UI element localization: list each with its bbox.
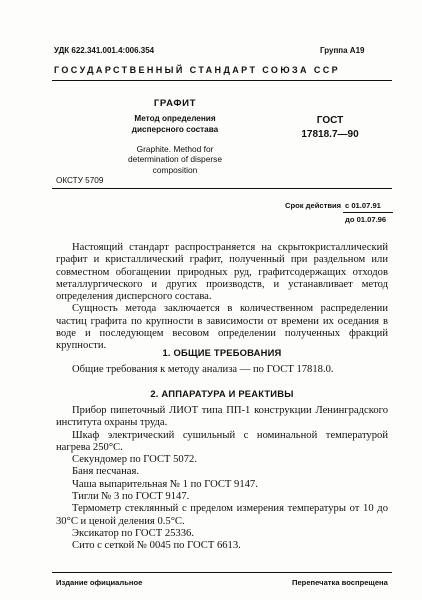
list-item: Баня песчаная. (72, 466, 140, 478)
validity-from: с 01.07.91 (345, 201, 381, 210)
list-item: Термометр стеклянный с пределом измерения температуры от 10 до 30°С и ценой деления 0.5°С. (56, 503, 388, 527)
list-item: Эксикатор по ГОСТ 25336. (72, 527, 194, 539)
equipment-list (56, 405, 388, 553)
english-title-line-2: determination of disperse (127, 154, 223, 165)
footer-reprint-notice: Перепечатка воспрещена (292, 578, 388, 587)
okstu-code: ОКСТУ 5709 (56, 176, 104, 185)
intro-paragraph-essence: Сущность метода заключается в количественном распределении частиц графита по крупности в зависимости от времени их оседания в воде и последующем весовом определении полученных фракций крупности. (56, 303, 388, 352)
header-rule (52, 80, 392, 81)
section-1-text (56, 364, 388, 376)
section-2-heading: 2. АППАРАТУРА И РЕАКТИВЫ (150, 388, 294, 399)
list-item: Шкаф электрический сушильный с номинальной температурой нагрева 250°С. (56, 429, 388, 453)
list-item: Тигли № 3 по ГОСТ 9147. (72, 491, 190, 503)
gost-number: 17818.7—90 (301, 129, 359, 140)
intro (56, 242, 388, 353)
group-code: Группа А19 (320, 46, 365, 55)
validity-label: Срок действия (285, 201, 342, 210)
english-title-line-1: Graphite. Method for (136, 144, 214, 154)
title-block-rule (52, 188, 392, 189)
section-1-paragraph: Общие требования к методу анализа — по ГОСТ 17818.0. (72, 364, 334, 375)
english-title-line-3: composition (152, 164, 198, 175)
footer-official-edition: Издание официальное (56, 578, 143, 587)
subtitle-line-1: Метод определения (134, 114, 216, 123)
gost-label: ГОСТ (316, 115, 344, 126)
udk-code: УДК 622.341.001.4:006.354 (54, 46, 155, 55)
document-name: ГРАФИТ (153, 98, 197, 109)
standard-title: ГОСУДАРСТВЕННЫЙ СТАНДАРТ СОЮЗА ССР (54, 65, 341, 75)
intro-paragraph-scope: Настоящий стандарт распространяется на скрытокристаллический графит и кристаллический графит, полученный при раздельном или совместном обогащении природных руд, графитсодержащих отходов металлургического и других производств, и устанавливает метод определения дисперсного состава. (56, 242, 388, 303)
list-item: Сито с сеткой № 0045 по ГОСТ 6613. (72, 540, 241, 552)
validity-divider (343, 212, 393, 213)
method-subtitle (110, 114, 240, 135)
list-item: Прибор пипеточный ЛИОТ типа ПП-1 конструкции Ленинградского института охраны труда. (56, 405, 388, 429)
english-title (100, 144, 250, 175)
list-item: Секундомер по ГОСТ 5072. (72, 454, 197, 466)
validity-to: до 01.07.96 (345, 215, 387, 224)
subtitle-line-2: дисперсного состава (131, 124, 219, 134)
footer-rule (52, 572, 392, 573)
section-1-heading: 1. ОБЩИЕ ТРЕБОВАНИЯ (162, 347, 282, 358)
gost-block (285, 114, 375, 142)
list-item: Чаша выпарительная № 1 по ГОСТ 9147. (72, 478, 258, 490)
